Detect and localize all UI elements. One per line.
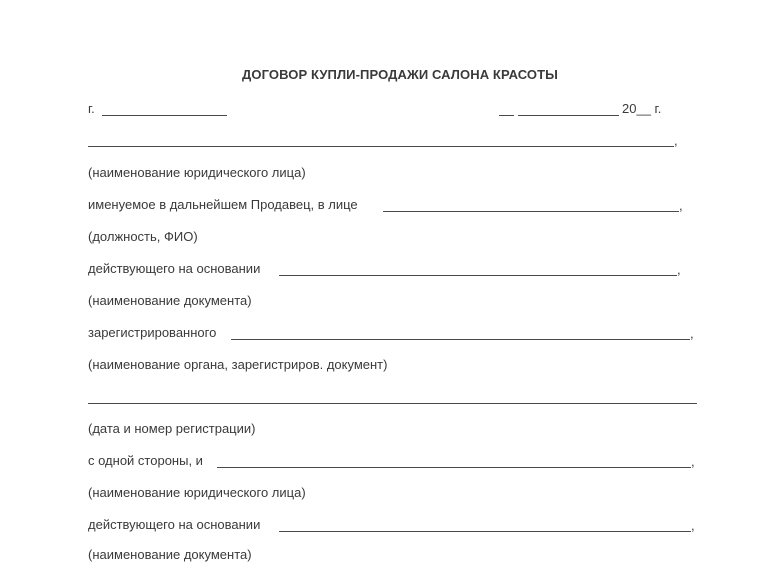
document-hint-1: (наименование документа) <box>88 293 252 308</box>
one-side-text: с одной стороны, и <box>88 453 203 468</box>
document-hint-2: (наименование документа) <box>88 547 252 562</box>
seller-representative-blank[interactable] <box>383 211 679 212</box>
day-blank[interactable] <box>499 115 514 116</box>
document-title: ДОГОВОР КУПЛИ-ПРОДАЖИ САЛОНА КРАСОТЫ <box>242 67 558 82</box>
year-label <box>622 101 661 117</box>
city-label: г. <box>88 101 95 116</box>
legal-entity-blank-1[interactable] <box>88 146 674 147</box>
comma: , <box>677 262 681 277</box>
year-prefix: 20 <box>622 101 637 116</box>
registrar-hint: (наименование органа, зарегистриров. документ) <box>88 357 388 372</box>
acting-basis-2: действующего на основании <box>88 517 261 532</box>
buyer-entity-blank[interactable] <box>217 467 691 468</box>
registration-hint: (дата и номер регистрации) <box>88 421 256 436</box>
comma: , <box>691 518 695 533</box>
comma: , <box>691 454 695 469</box>
year-suffix: __ г. <box>636 101 662 116</box>
registration-blank[interactable] <box>88 403 697 404</box>
legal-entity-hint-1: (наименование юридического лица) <box>88 165 306 180</box>
comma: , <box>679 198 683 213</box>
registrar-blank[interactable] <box>231 339 690 340</box>
basis-document-blank-2[interactable] <box>279 531 691 532</box>
comma: , <box>690 326 694 341</box>
legal-entity-hint-2: (наименование юридического лица) <box>88 485 306 500</box>
seller-text: именуемое в дальнейшем Продавец, в лице <box>88 197 358 212</box>
comma: , <box>674 133 678 148</box>
position-hint: (должность, ФИО) <box>88 229 198 244</box>
basis-document-blank-1[interactable] <box>279 275 677 276</box>
month-blank[interactable] <box>518 115 619 116</box>
acting-basis-1: действующего на основании <box>88 261 261 276</box>
city-blank[interactable] <box>102 115 227 116</box>
registered-text: зарегистрированного <box>88 325 217 340</box>
